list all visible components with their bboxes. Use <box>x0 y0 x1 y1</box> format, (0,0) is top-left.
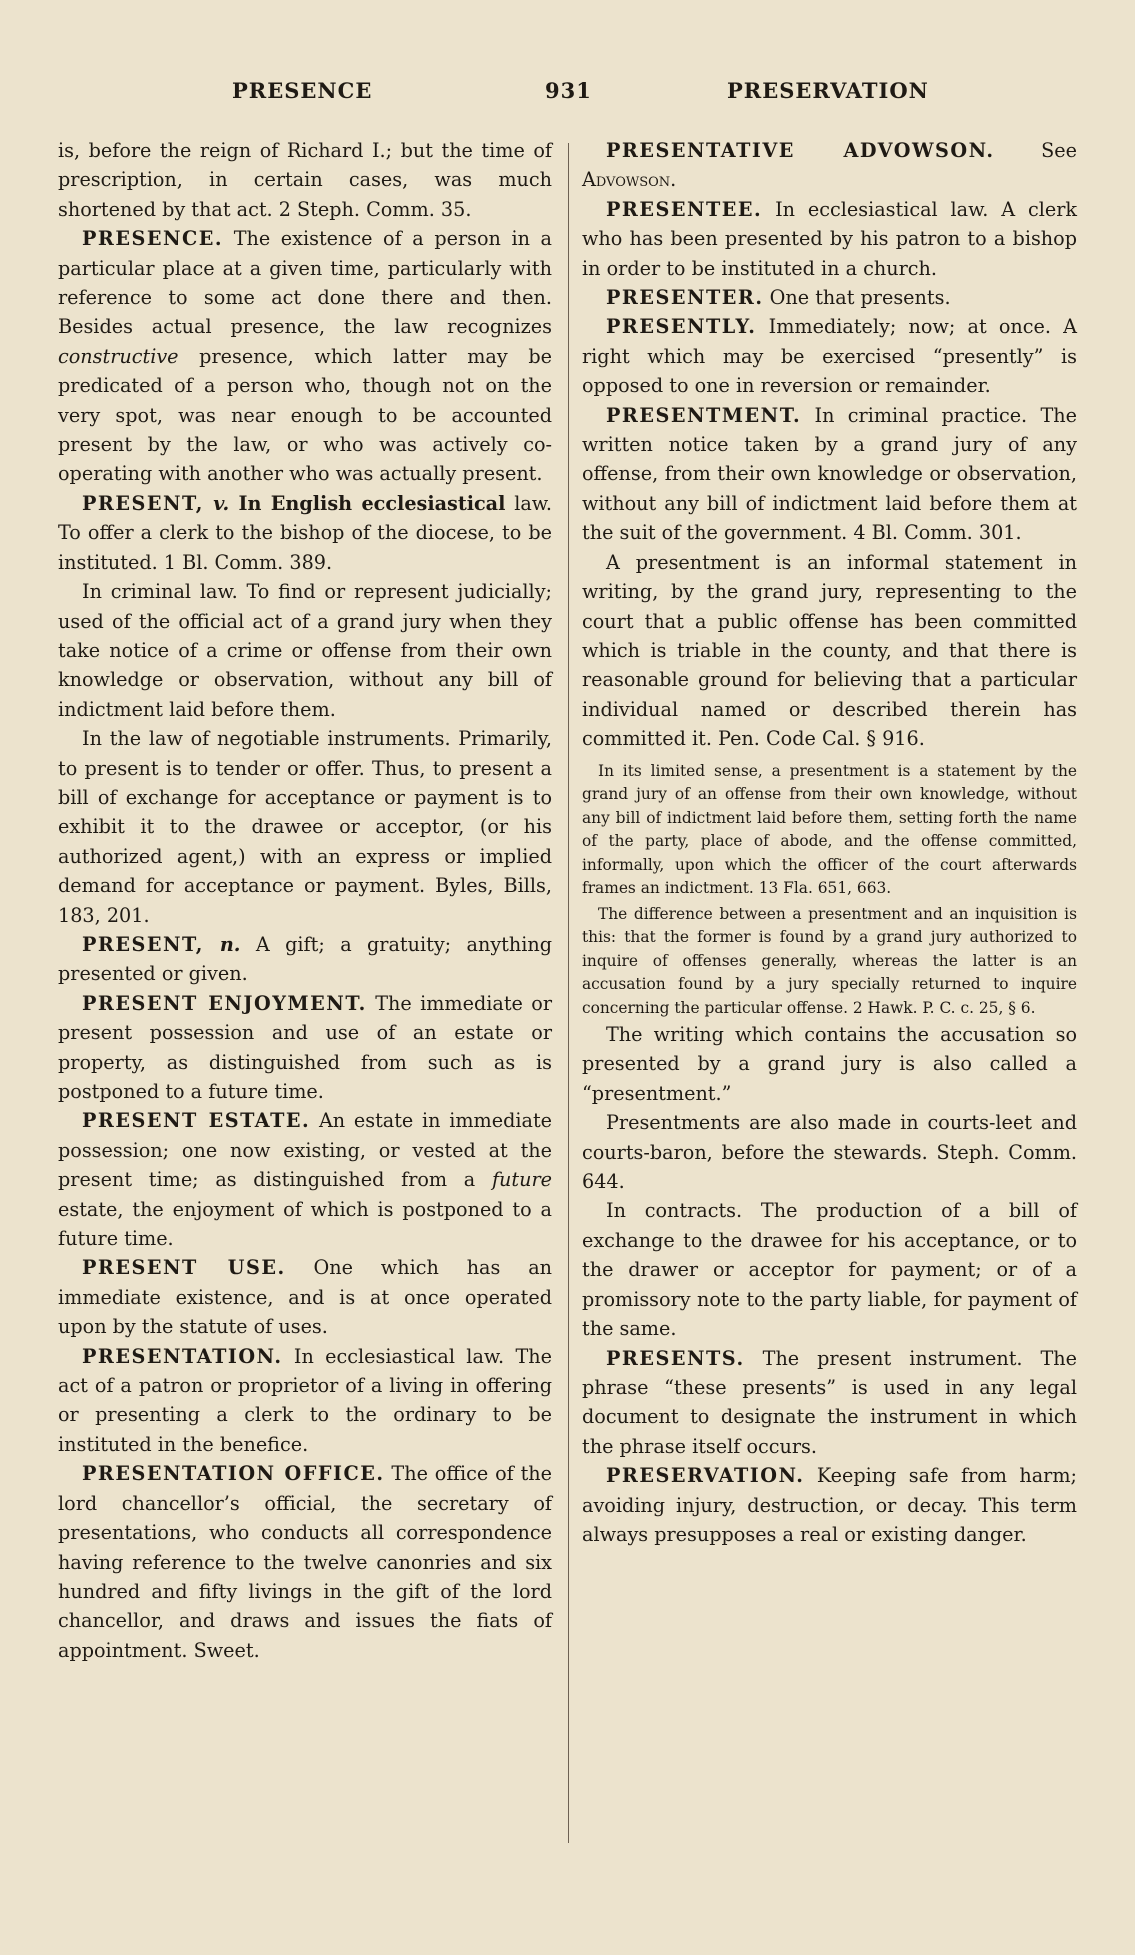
headword: PRESENT ESTATE. <box>82 1109 311 1133</box>
entry-presently <box>582 312 1077 400</box>
entry-text: One that presents. <box>763 286 951 310</box>
column-divider <box>568 143 569 1843</box>
subentry-negotiable-instruments: In the law of negotiable instruments. Primarily, to present is to tender or offer. Thus, to present a bill of exchange for acceptance or payment is to exhibit it to the drawee or acceptor, (or his authorized agent,) with an express or implied demand for acceptance or payment. Byles, Bills, 183, 201. <box>58 727 552 927</box>
headword: PRESERVATION. <box>606 1464 805 1488</box>
entry-text: Keeping safe from harm; avoiding injury, destruction, or decay. This term always presupposes a real or existing danger. <box>582 1464 1077 1546</box>
entry-presentation-office <box>58 1459 552 1665</box>
left-column <box>58 136 552 1665</box>
entry-presents <box>582 1344 1077 1462</box>
part-of-speech: n. <box>203 932 241 956</box>
entry-text: In criminal practice. The written notice taken by a grand jury of any offense, from their own knowledge or observation, without any bill of indictment laid before them at the suit of the government. 4 Bl. Comm. 301. <box>582 403 1077 545</box>
headword: PRESENT USE. <box>82 1256 286 1280</box>
entry-text: Immediately; now; at once. A right which may be exercised “presently” is opposed to one in reversion or remainder. <box>582 315 1077 398</box>
running-header <box>0 78 1135 112</box>
entry-presentee <box>582 195 1077 283</box>
entry-presentation <box>58 1342 552 1460</box>
headword: PRESENT, <box>82 491 204 515</box>
headword: PRESENTMENT. <box>606 403 802 427</box>
header-left-guide-word: PRESENCE <box>232 78 373 103</box>
header-right-guide-word: PRESERVATION <box>727 78 929 103</box>
entry-text: . <box>670 168 677 192</box>
paragraph-writing: The writing which contains the accusation so presented by a grand jury is also called a “presentment.” <box>582 1023 1077 1105</box>
subentry-criminal-law: In criminal law. To find or represent judicially; used of the official act of a grand jury when they take notice of a crime or offense from their own knowledge or observation, without any bill of indictment laid before them. <box>58 580 552 721</box>
entry-text: In ecclesiastical law. A clerk who has been presented by his patron to a bishop in order to be instituted in a church. <box>582 197 1077 280</box>
entry-text: The immediate or present possession and use of an estate or property, as distinguished from such as is postponed to a future time. <box>58 991 552 1103</box>
headword: PRESENCE. <box>82 227 224 251</box>
entry-text: The present instrument. The phrase “these presents” is used in any legal document to designate the instrument in which the phrase itself occurs. <box>582 1346 1077 1458</box>
note-limited-sense: In its limited sense, a presentment is a statement by the grand jury of an offense from their own knowledge, without any bill of indictment laid before them, setting forth the name of the party, place of abode, and the offense committed, informally, upon which the officer of the court afterwards frames an indictment. 13 Fla. 651, 663. <box>582 761 1077 898</box>
italic-term: constructive <box>58 344 179 368</box>
entry-text: A gift; a gratuity; anything presented or given. <box>58 932 553 986</box>
cross-reference: Advowson <box>582 168 671 192</box>
entry-presenter <box>582 283 1077 312</box>
entry-text: One which has an immediate existence, and is at once operated upon by the statute of uses. <box>58 1256 552 1339</box>
subentry-contracts: In contracts. The production of a bill of exchange to the drawee for his acceptance, or to the drawer or acceptor for payment; or of a promissory note to the party liable, for payment of the same. <box>582 1199 1077 1341</box>
entry-preservation <box>582 1461 1077 1549</box>
headword: PRESENTER. <box>606 286 764 310</box>
entry-text: law. To offer a clerk to the bishop of the diocese, to be instituted. 1 Bl. Comm. 389. <box>58 491 553 574</box>
right-column <box>582 136 1077 1549</box>
headword: PRESENT ENJOYMENT. <box>82 991 367 1015</box>
headword: PRESENTS. <box>606 1346 745 1370</box>
headword: PRESENTATION. <box>82 1344 283 1368</box>
headword: PRESENTATIVE ADVOWSON. <box>606 139 995 162</box>
entry-text: An estate in immediate possession; one now existing, or vested at the present time; as distinguished from a <box>58 1109 553 1192</box>
entry-present-verb <box>58 489 552 577</box>
continued-paragraph: is, before the reign of Richard I.; but the time of prescription, in certain cases, was much shortened by that act. 2 Steph. Comm. 35. <box>58 139 552 221</box>
entry-text: In ecclesiastical law. The act of a patron or proprietor of a living in offering or presenting a clerk to the ordinary to be instituted in the benefice. <box>58 1344 552 1456</box>
paragraph-informal-statement: A presentment is an informal statement in writing, by the grand jury, representing to the court that a public offense has been committed which is triable in the county, and that there is reasonable ground for believing that a particular individual named or described therein has committed it. Pen. Code Cal. § 916. <box>582 550 1077 751</box>
entry-present-noun <box>58 930 552 989</box>
italic-term: future <box>491 1168 552 1192</box>
headword: PRESENTATION OFFICE. <box>82 1462 385 1486</box>
entry-present-enjoyment <box>58 989 552 1107</box>
entry-text: The office of the lord chancellor’s official, the secretary of presentations, who conducts all correspondence having reference to the twelve canonries and six hundred and fifty livings in the gift of the lord chancellor, and draws and issues the fiats of appointment. Sweet. <box>58 1462 553 1662</box>
entry-present-estate <box>58 1106 552 1253</box>
headword: PRESENTLY. <box>606 315 757 339</box>
entry-lead: In English ecclesiastical <box>229 491 506 515</box>
entry-text: estate, the enjoyment of which is postponed to a future time. <box>58 1197 552 1251</box>
entry-presentment <box>582 401 1077 548</box>
headword: PRESENTEE. <box>606 197 763 221</box>
note-difference: The difference between a presentment and an inquisition is this: that the former is found by a grand jury authorized to inquire of offenses generally, whereas the latter is an accusation found by a jury specially returned to inquire concerning the particular offense. 2 Hawk. P. C. c. 25, § 6. <box>582 904 1077 1017</box>
page-number: 931 <box>545 78 592 103</box>
entry-presentative-advowson <box>582 136 1077 195</box>
entry-presence <box>58 224 552 489</box>
part-of-speech: v. <box>203 491 230 515</box>
entry-present-use <box>58 1253 552 1341</box>
paragraph-courts-leet: Presentments are also made in courts-leet and courts-baron, before the stewards. Steph. Comm. 644. <box>582 1111 1077 1194</box>
entry-text: The existence of a person in a particular place at a given time, particularly with reference to some act done there and then. Besides actual presence, the law recognizes <box>58 227 552 339</box>
entry-text: See <box>994 139 1077 162</box>
headword: PRESENT, <box>82 932 204 956</box>
entry-text: presence, which latter may be predicated of a person who, though not on the very spot, was near enough to be accounted present by the law, or who was actively co-operating with another who was actually present. <box>58 344 552 486</box>
